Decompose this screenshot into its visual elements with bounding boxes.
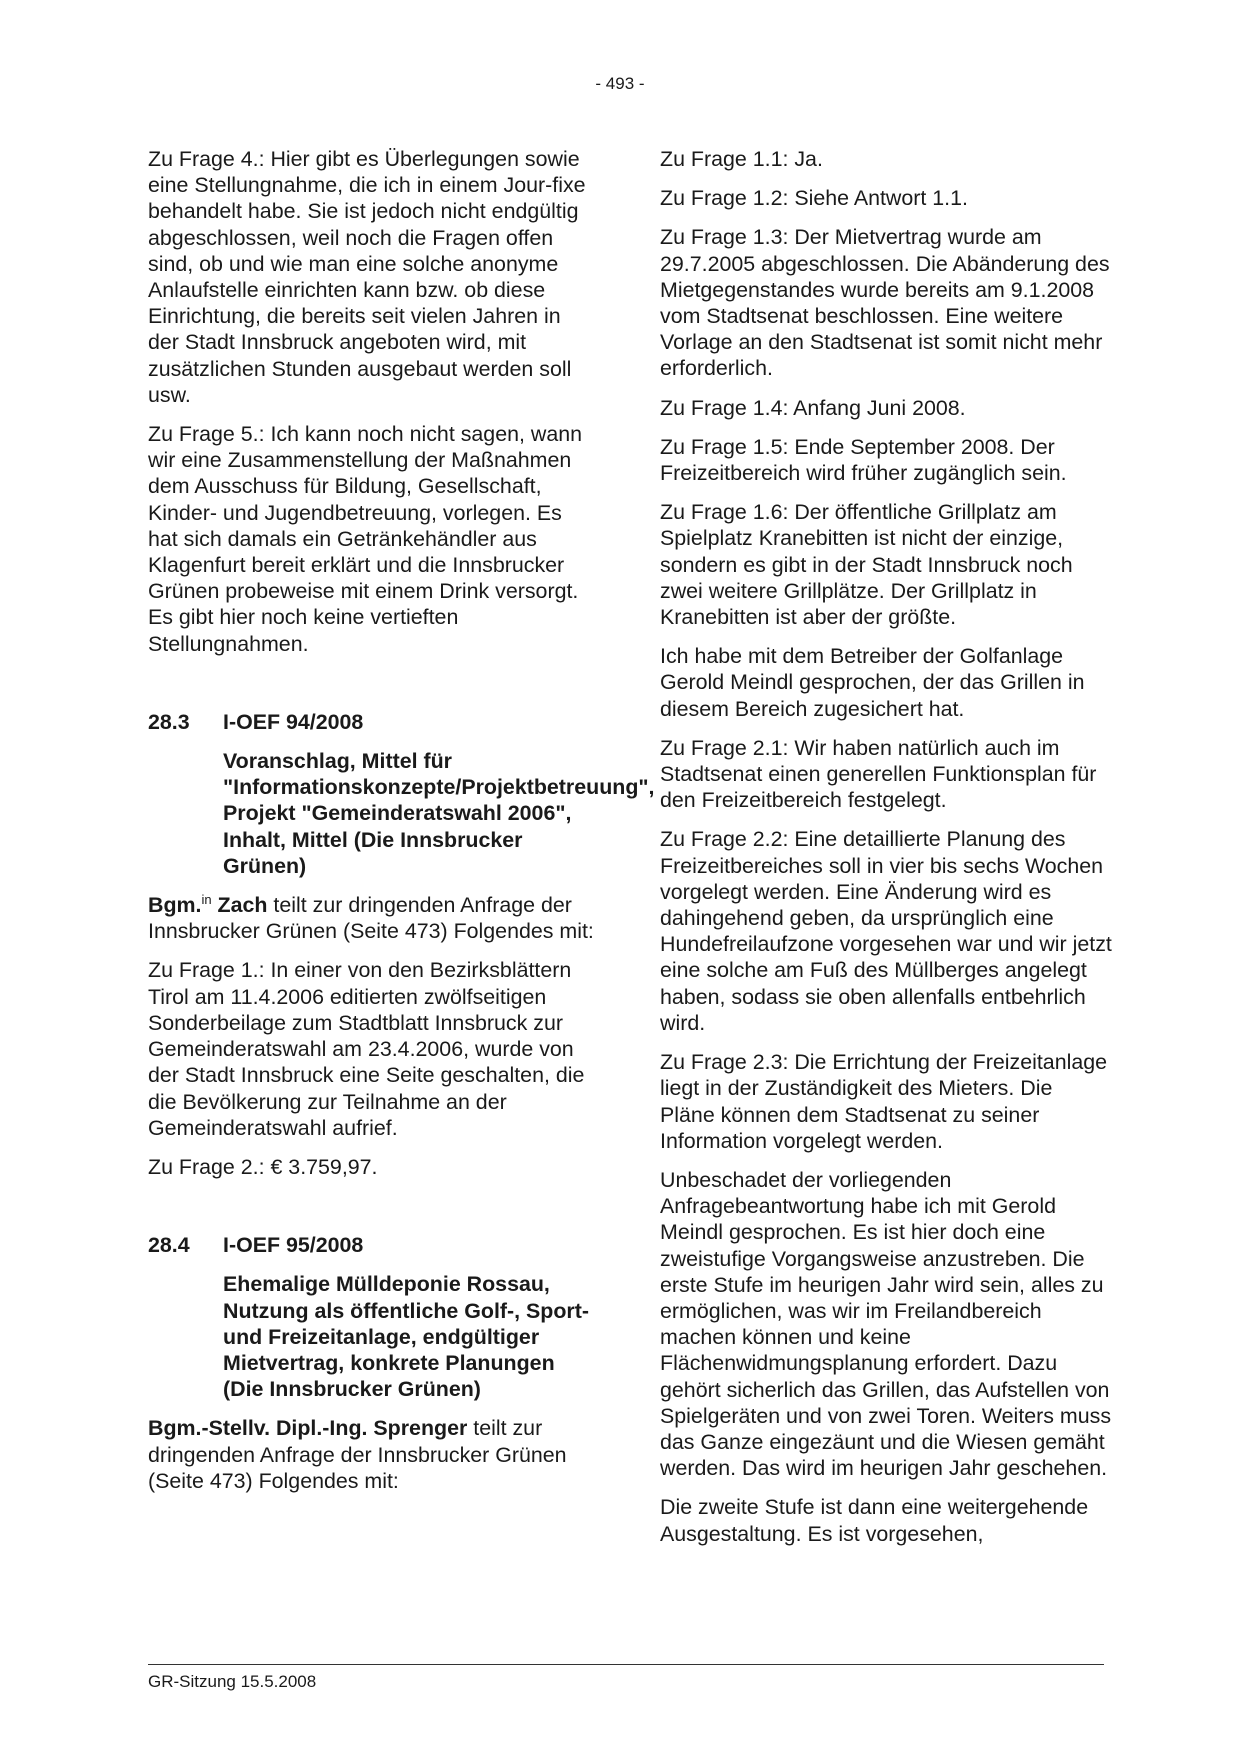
right-column (660, 146, 1112, 1560)
answer-paragraph: Unbeschadet der vorliegenden Anfragebeantwortung habe ich mit Gerold Meindl gesprochen. Es ist hier doch eine zweistufige Vorgangsweise anzustreben. Die erste Stufe im heurigen Jahr wird sein, alles zu ermöglichen, was wir im Freilandbereich machen können und keine Flächenwidmungsplanung erfordert. Dazu gehört sicherlich das Grillen, das Aufstellen von Spielgeräten und von zwei Toren. Weiters muss das Ganze eingezäunt und die Wiesen gemäht werden. Das wird im heurigen Jahr geschehen. (660, 1167, 1112, 1481)
speaker-superscript: in (201, 892, 212, 908)
intro-text: teilt zur dringenden Anfrage der Innsbrucker Grünen (Seite 473) Folgendes mit: (148, 893, 594, 944)
section-number: 28.3 (148, 709, 190, 734)
answer-question-5: Zu Frage 5.: Ich kann noch nicht sagen, wann wir eine Zusammenstellung der Maßnahmen dem Ausschuss für Bildung, Gesellschaft, Kinder- und Jugendbetreuung, vorlegen. Es hat sich damals ein Getränkehändler aus Klagenfurt bereit erklärt und die Innsbrucker Grünen probeweise mit einem Drink versorgt. Es gibt hier noch keine vertieften Stellungnahmen. (148, 422, 583, 656)
answer-paragraph: Zu Frage 1.6: Der öffentliche Grillplatz am Spielplatz Kranebitten ist nicht der einzige, sondern es gibt in der Stadt Innsbruck noch zwei weitere Grillplätze. Der Grillplatz in Kranebitten ist aber der größte. (660, 500, 1073, 630)
section-title: Ehemalige Mülldeponie Rossau, Nutzung als öffentliche Golf-, Sport- und Freizeitanlage, endgültiger Mietvertrag, konkrete Planungen (Die Innsbrucker Grünen) (223, 1272, 589, 1402)
answer-question-1: Zu Frage 1.: In einer von den Bezirksblättern Tirol am 11.4.2006 editierten zwölfseitigen Sonderbeilage zum Stadtblatt Innsbruck zur Gemeinderatswahl am 23.4.2006, wurde von der Stadt Innsbruck eine Seite geschalten, die die Bevölkerung zur Teilnahme an der Gemeinderatswahl aufrief. (148, 958, 585, 1140)
section-code: I-OEF 94/2008 (223, 709, 364, 734)
section-intro (148, 892, 594, 944)
section-28-3 (148, 709, 655, 1180)
section-number: 28.4 (148, 1233, 190, 1258)
footer-session-label: GR-Sitzung 15.5.2008 (148, 1672, 317, 1691)
speaker-prefix: Bgm. (148, 893, 202, 918)
answer-paragraph: Zu Frage 1.2: Siehe Antwort 1.1. (660, 186, 968, 211)
section-heading (148, 1232, 594, 1258)
answer-question-4: Zu Frage 4.: Hier gibt es Überlegungen sowie eine Stellungnahme, die ich in einem Jour-fixe behandelt habe. Sie ist jedoch nicht endgültig abgeschlossen, weil noch die Fragen offen sind, ob und wie man eine solche anonyme Anlaufstelle einrichten kann bzw. ob diese Einrichtung, die bereits seit vielen Jahren in der Stadt Innsbruck angeboten wird, mit zusätzlichen Stunden ausgebaut werden soll usw. (148, 147, 586, 407)
footer-divider (148, 1664, 1104, 1665)
answer-paragraph: Zu Frage 1.3: Der Mietvertrag wurde am 29.7.2005 abgeschlossen. Die Abänderung des Mietgegenstandes wurde bereits am 9.1.2008 vom Stadtsenat beschlossen. Eine weitere Vorlage an den Stadtsenat ist somit nicht mehr erforderlich. (660, 225, 1110, 381)
answer-paragraph: Zu Frage 2.2: Eine detaillierte Planung des Freizeitbereiches soll in vier bis sechs Wochen vorgelegt werden. Eine Änderung wird es dahingehend geben, da ursprünglich eine Hundefreilaufzone vorgesehen war und wir jetzt eine solche am Fuß des Müllberges angelegt haben, sodass sie oben allenfalls entbehrlich wird. (660, 827, 1112, 1035)
section-intro (148, 1415, 594, 1494)
section-heading (148, 709, 594, 735)
answer-paragraph: Zu Frage 2.3: Die Errichtung der Freizeitanlage liegt in der Zuständigkeit des Mieters. Die Pläne können dem Stadtsenat zu seiner Information vorgelegt werden. (660, 1050, 1108, 1153)
section-code: I-OEF 95/2008 (223, 1233, 364, 1258)
answer-paragraph: Zu Frage 1.5: Ende September 2008. Der Freizeitbereich wird früher zugänglich sein. (660, 434, 1067, 486)
answer-paragraph: Zu Frage 1.4: Anfang Juni 2008. (660, 395, 966, 420)
speaker-name: Zach (211, 893, 268, 918)
answer-question-2: Zu Frage 2.: € 3.759,97. (148, 1154, 378, 1179)
answer-paragraph: Zu Frage 1.1: Ja. (660, 147, 823, 171)
intro-text: teilt zur dringenden Anfrage der Innsbrucker Grünen (Seite 473) Folgendes mit: (148, 1416, 567, 1493)
section-title: Voranschlag, Mittel für "Informationskonzepte/Projektbetreuung", Projekt "Gemeinderatswahl 2006", Inhalt, Mittel (Die Innsbrucker Grünen) (223, 749, 655, 878)
answer-paragraph: Ich habe mit dem Betreiber der Golfanlage Gerold Meindl gesprochen, der das Grillen in diesem Bereich zugesichert hat. (660, 644, 1085, 721)
page-number: - 493 - (595, 74, 645, 93)
answer-paragraph: Die zweite Stufe ist dann eine weitergehende Ausgestaltung. Es ist vorgesehen, (660, 1495, 1089, 1546)
section-28-4 (148, 1232, 594, 1494)
answer-paragraph: Zu Frage 2.1: Wir haben natürlich auch im Stadtsenat einen generellen Funktionsplan für den Freizeitbereich festgelegt. (660, 735, 1097, 813)
left-column (148, 146, 655, 1507)
speaker-name: Bgm.-Stellv. Dipl.-Ing. Sprenger (148, 1416, 468, 1441)
